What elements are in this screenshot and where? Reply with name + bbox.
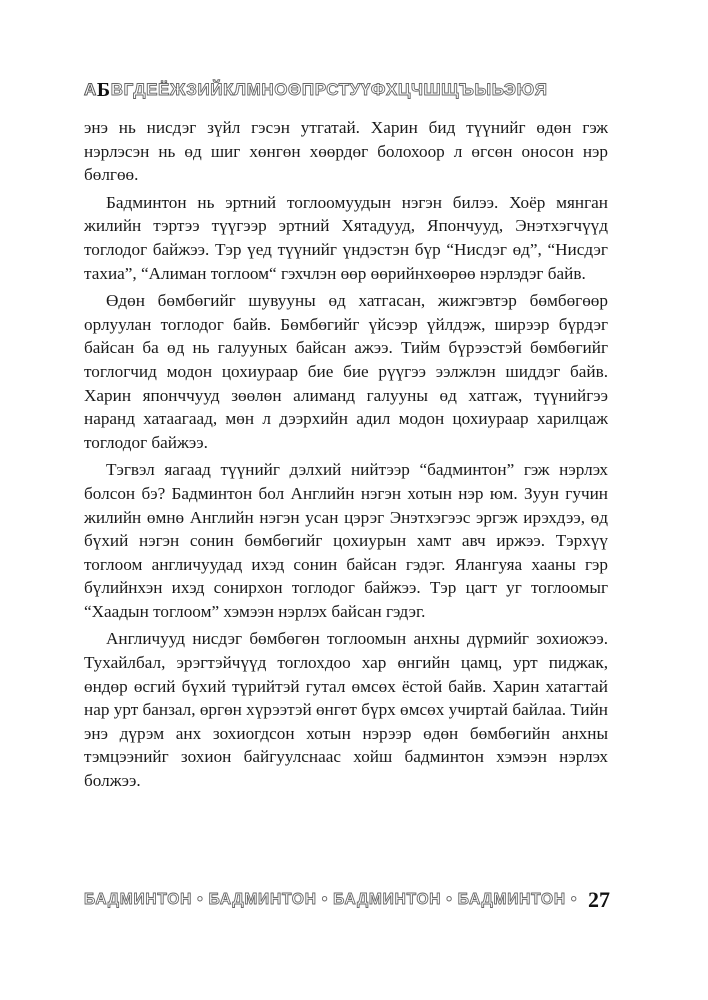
alphabet-current-letter: Б bbox=[96, 78, 111, 101]
running-title: БАДМИНТОН • БАДМИНТОН • БАДМИНТОН • БАДМИНТОН • bbox=[84, 891, 578, 908]
paragraph-2: Бадминтон нь эртний тоглоомуудын нэгэн билээ. Хоёр мянган жилийн тэртээ түүгээр эртний Хятадууд, Япончууд, Энэтхэгчүүд тоглодог байжээ. Тэр үед түүнийг үндэстэн бүр “Нисдэг өд”, “Нисдэг тахиа”, “Алиман тоглоом“ гэхчлэн өөр өөрийнхөөрөө нэрлэдэг байв. bbox=[84, 192, 608, 283]
page-number: 27 bbox=[588, 887, 610, 912]
paragraph-1: энэ нь нисдэг зүйл гэсэн утгатай. Харин бид түүнийг өдөн гэж нэрлэсэн нь өд шиг хөнгөн хөөрдөг болохоор л өгсөн оносон нэр бөлгөө. bbox=[84, 118, 608, 185]
paragraph-5: Англичууд нисдэг бөмбөгөн тоглоомын анхны дүрмийг зохиожээ. Тухайлбал, эрэгтэйчүүд тоглохдоо хар өнгийн цамц, урт пиджак, өндөр өсгий бүхий түрийтэй гутал өмсөх ёстой байв. Харин хатагтай нар урт банзал, өргөн хүрээтэй өнгөт бүрх өмсөх учиртай байлаа. Тийн энэ дүрэм анх зохиогдсон хотын нэрээр өдөн бөмбөгийн анхны тэмцээнийг зохион байгуулснаас хойш бадминтон хэмээн нэрлэх болжээ. bbox=[84, 629, 608, 791]
alphabet-header bbox=[84, 76, 624, 104]
alphabet-remaining-letters: ВГДЕЁЖЗИЙКЛМНОӨПРСТУҮФХЦЧШЩЪЫЬЭЮЯ bbox=[110, 80, 548, 99]
page-footer bbox=[84, 884, 610, 916]
body-text bbox=[84, 116, 608, 797]
paragraph-3: Өдөн бөмбөгийг шувууны өд хатгасан, жижгэвтэр бөмбөгөөр орлуулан тоглодог байв. Бөмбөгийг үйсээр үйлдэж, ширээр бүрдэг байсан ба өд нь галууных байсан ажээ. Тийм бүрээстэй бөмбөгийг тоглогчид модон цохиураар бие бие рүүгээ ээлжлэн шиддэг байв. Харин японччууд зөөлөн алиманд галууны өд хатгаж, түүнийгээ наранд хатаагаад, мөн л дээрхийн адил модон цохиураар харилцаж тоглодог байжээ. bbox=[84, 291, 608, 452]
alphabet-lead-letter: А bbox=[84, 80, 97, 99]
paragraph-4: Тэгвэл яагаад түүнийг дэлхий нийтээр “бадминтон” гэж нэрлэх болсон бэ? Бадминтон бол Английн нэгэн хотын нэр юм. Зуун гучин жилийн өмнө Английн нэгэн усан цэрэг Энэтхэгээс эргэж ирэхдээ, өд бүхий нэгэн сонин бөмбөгийг цохиурын хамт авч иржээ. Тэрхүү тоглоом англичуудад ихэд сонин байсан гэдэг. Ялангуяа хааны гэр бүлийнхэн ихэд сонирхон тоглодог байжээ. Тэр цагт уг тоглоомыг “Хаадын тоглоом” хэмээн нэрлэх байсан гэдэг. bbox=[84, 460, 608, 621]
